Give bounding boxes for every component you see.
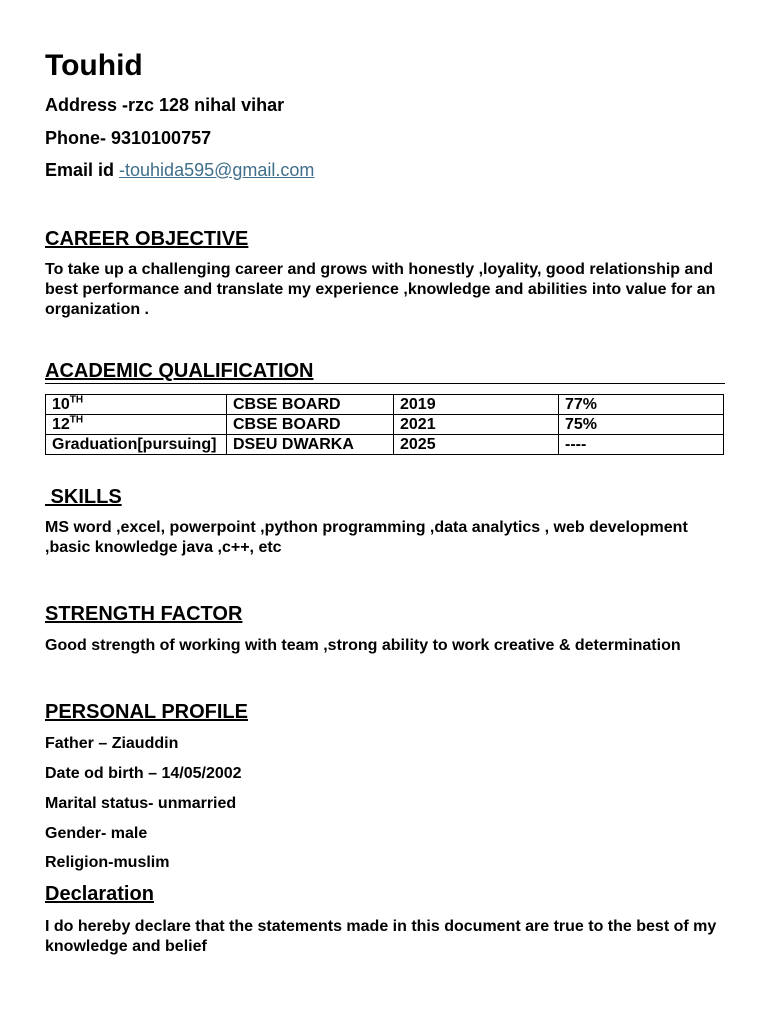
- year-cell: 2021: [394, 415, 559, 435]
- email-label: Email id: [45, 160, 120, 180]
- career-objective-heading: CAREER OBJECTIVE: [45, 228, 249, 250]
- board-cell: DSEU DWARKA: [227, 435, 394, 455]
- score-cell: ----: [559, 435, 724, 455]
- strength-factor-heading: STRENGTH FACTOR: [45, 603, 243, 625]
- religion-line: Religion-muslim: [45, 854, 170, 871]
- phone-line: Phone- 9310100757: [45, 128, 212, 148]
- score-cell: 77%: [559, 395, 724, 415]
- father-line: Father – Ziauddin: [45, 735, 179, 752]
- year-cell: 2019: [394, 395, 559, 415]
- skills-heading: SKILLS: [45, 486, 122, 508]
- table-row: [46, 395, 724, 415]
- board-cell: CBSE BOARD: [227, 415, 394, 435]
- email-link[interactable]: -touhida595@gmail.com: [119, 160, 315, 180]
- dob-line: Date od birth – 14/05/2002: [45, 765, 242, 782]
- qualification-table: [45, 394, 724, 455]
- table-row: [46, 415, 724, 435]
- academic-qualification-title: ACADEMIC QUALIFICATION: [45, 360, 314, 382]
- personal-profile-heading: PERSONAL PROFILE: [45, 701, 248, 723]
- board-cell: CBSE BOARD: [227, 395, 394, 415]
- year-cell: 2025: [394, 435, 559, 455]
- address-line: Address -rzc 128 nihal vihar: [45, 95, 285, 115]
- declaration-heading: Declaration: [45, 883, 154, 905]
- candidate-name: Touhid: [45, 49, 143, 82]
- gender-line: Gender- male: [45, 825, 148, 842]
- score-cell: 75%: [559, 415, 724, 435]
- email-line: [45, 159, 314, 181]
- declaration-text: I do hereby declare that the statements made in this document are true to the best of my knowledge and belief: [45, 918, 717, 955]
- qualification-level-cell: 10TH: [46, 395, 227, 415]
- academic-qualification-heading: [45, 359, 725, 384]
- table-row: [46, 435, 724, 455]
- career-objective-text: To take up a challenging career and grows with honestly ,loyality, good relationship and best performance and translate my experience ,knowledge and abilities into value for an organization .: [45, 261, 716, 318]
- qualification-level-cell: 12TH: [46, 415, 227, 435]
- marital-status-line: Marital status- unmarried: [45, 795, 237, 812]
- skills-text: MS word ,excel, powerpoint ,python programming ,data analytics , web development ,basic knowledge java ,c++, etc: [45, 519, 688, 556]
- qualification-level-cell: Graduation[pursuing]: [46, 435, 227, 455]
- strength-factor-text: Good strength of working with team ,strong ability to work creative & determination: [45, 637, 681, 654]
